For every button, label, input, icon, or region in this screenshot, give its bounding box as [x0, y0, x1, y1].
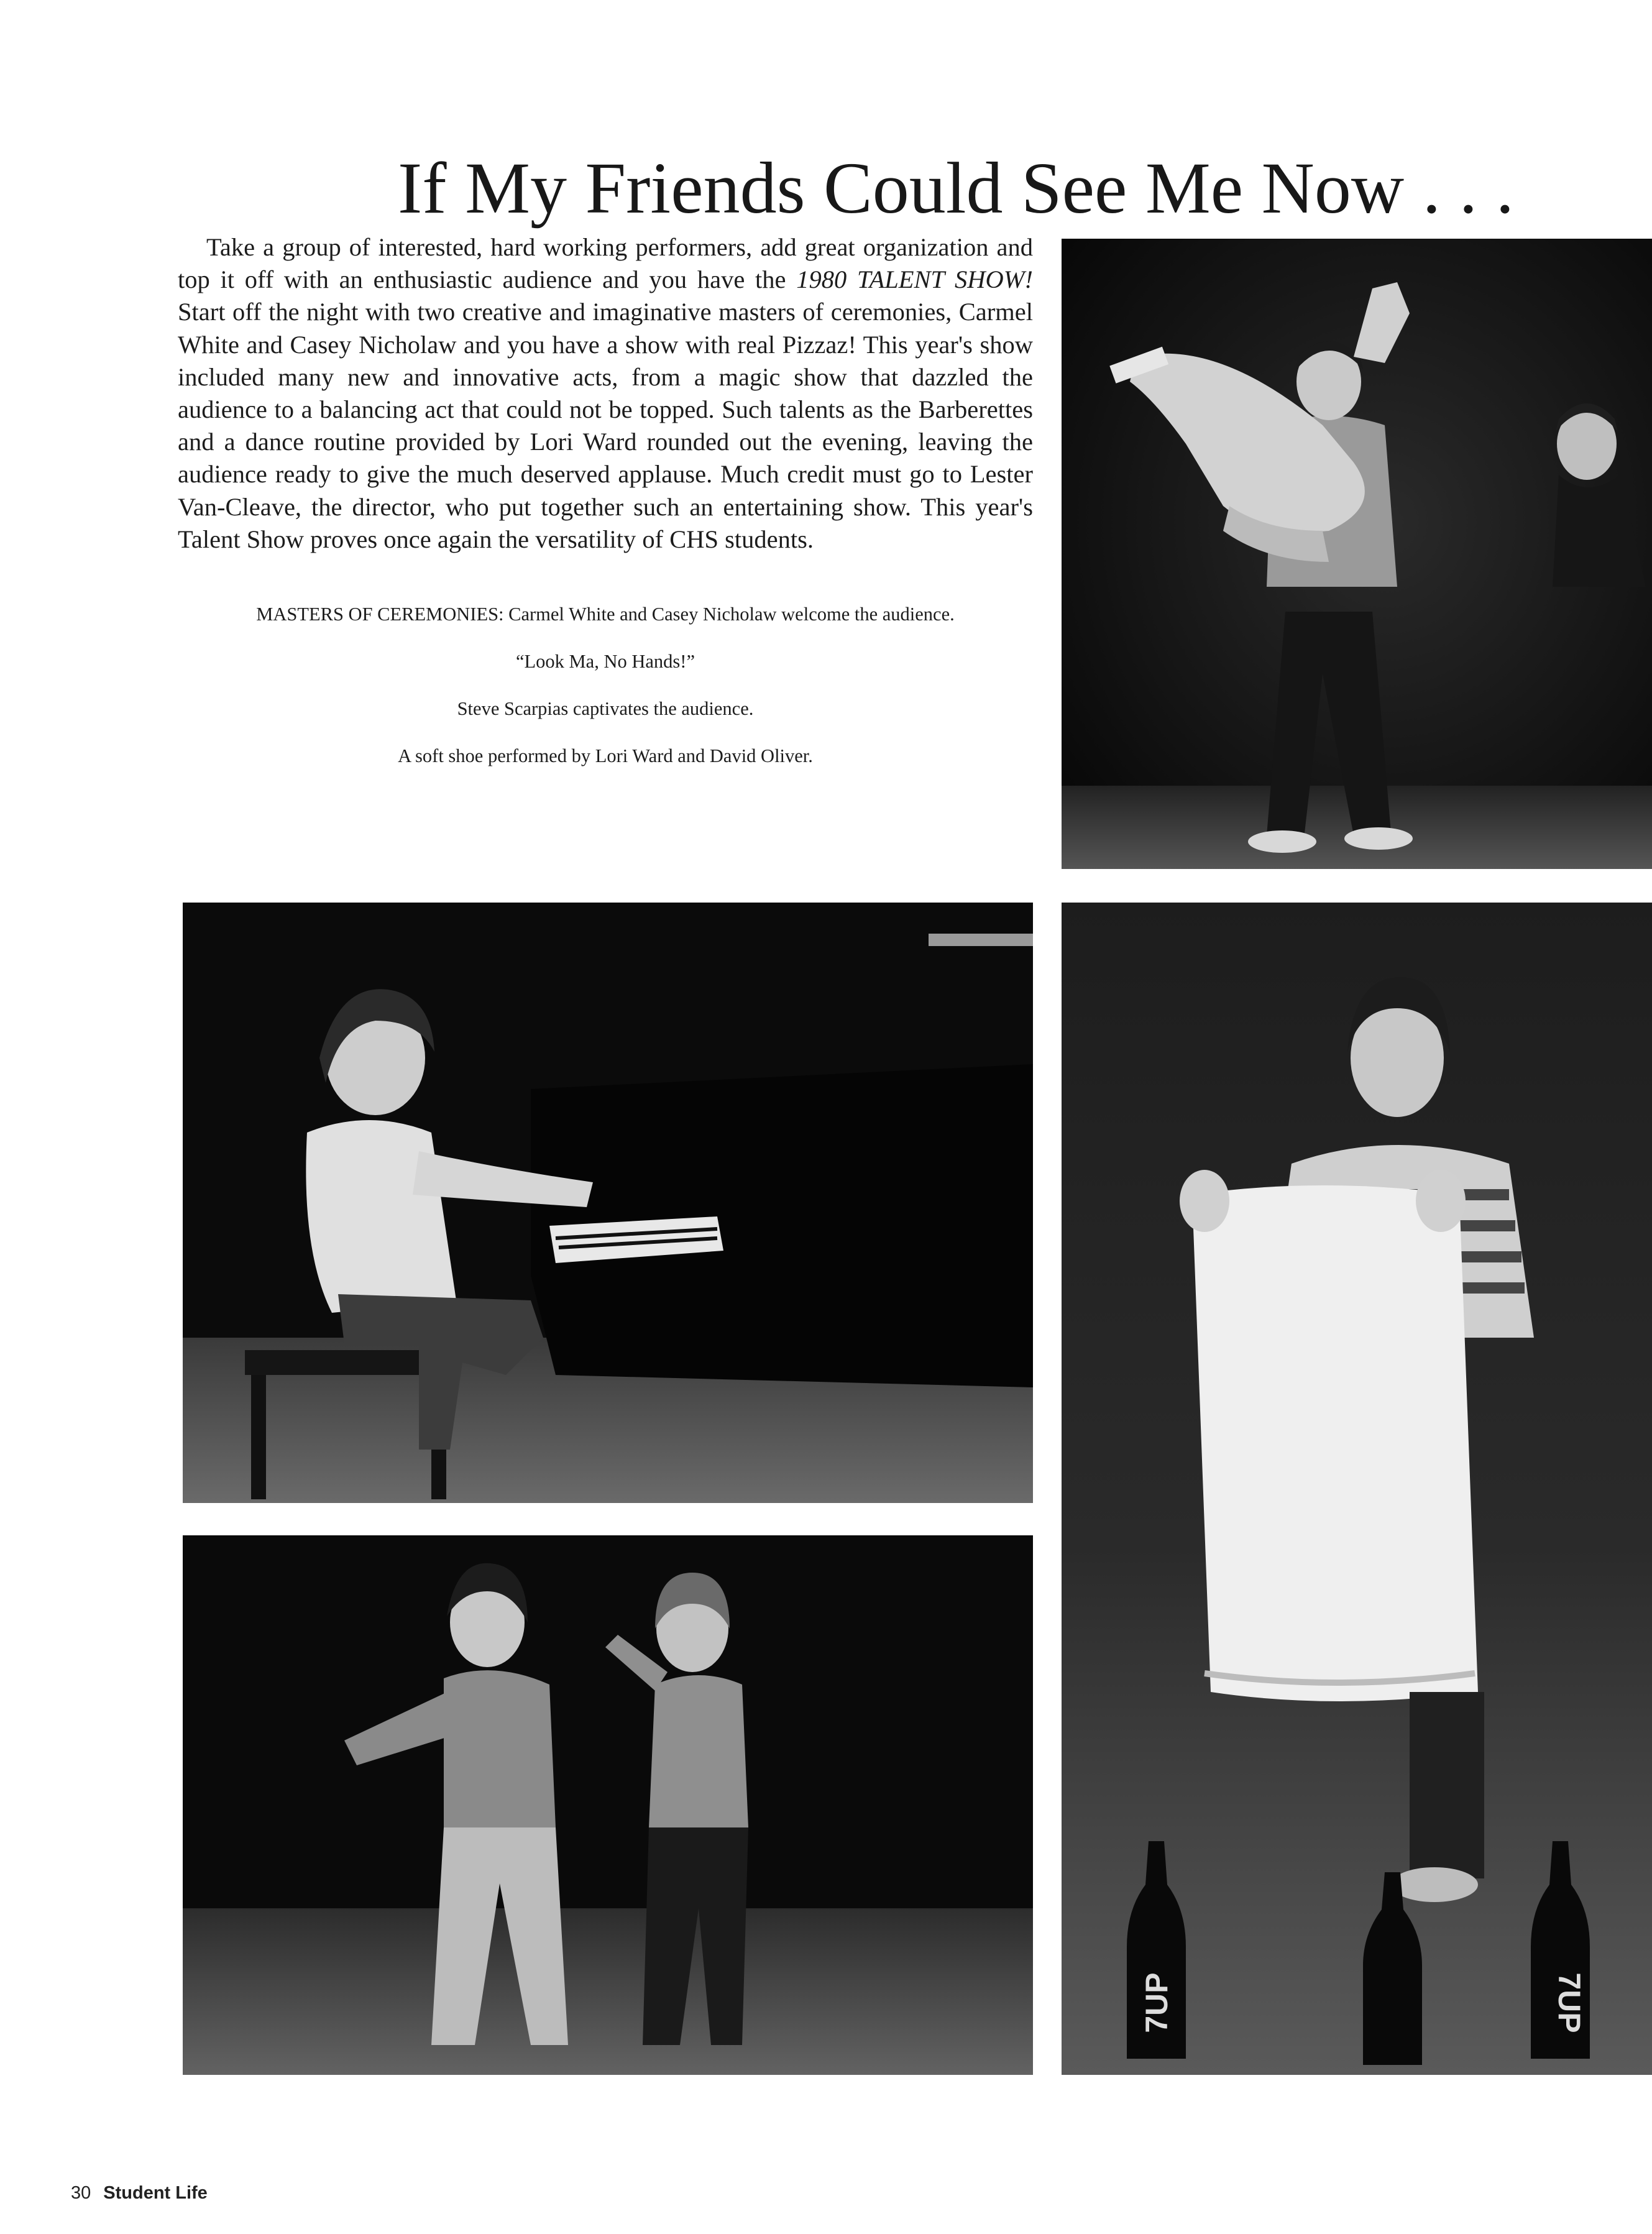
article-text-rest: Start off the night with two creative and imaginative masters of ceremonies, Carmel White and Casey Nicholaw and you have a show with real Pizzaz! This year's show included many new and innovative acts, from a magic show that dazzled the audience to a balancing act that could not be topped. Such talents as the Barberettes and a dance routine provided by Lori Ward rounded out the evening, leaving the audience ready to give the much deserved applause. Much credit must go to Lester Van-Cleave, the director, who put together such an entertaining show. This year's Talent Show proves once again the versatility of CHS students.: [178, 298, 1033, 553]
article-text-lead: Take a group of interested, hard working performers, add great organization and top it off with an enthusiastic audience and you have the: [178, 233, 1033, 294]
caption-steve-scarpias: Steve Scarpias captivates the audience.: [457, 698, 754, 719]
page-number: 30: [71, 2183, 91, 2203]
page-title: If My Friends Could See Me Now . . .: [398, 147, 1515, 229]
photo-pianist: [183, 903, 1033, 1503]
photo-balancing-act: [1062, 239, 1652, 869]
photo-soft-shoe: [183, 1535, 1033, 2075]
photo-magic-show: [1062, 903, 1652, 2075]
caption-look-ma: “Look Ma, No Hands!”: [516, 651, 695, 672]
page-footer: [71, 2181, 208, 2205]
article-text-event-name: 1980 TALENT SHOW!: [796, 265, 1033, 294]
caption-list: [178, 602, 1033, 791]
section-name: Student Life: [103, 2183, 208, 2203]
caption-soft-shoe: A soft shoe performed by Lori Ward and David Oliver.: [398, 745, 813, 766]
caption-masters-of-ceremonies: MASTERS OF CEREMONIES: Carmel White and Casey Nicholaw welcome the audience.: [256, 604, 955, 625]
bottle-label-left: 7UP: [1139, 1972, 1174, 2033]
article-paragraph: [178, 231, 1033, 556]
article-body: [178, 231, 1033, 556]
bottle-label-right: 7UP: [1552, 1972, 1587, 2033]
